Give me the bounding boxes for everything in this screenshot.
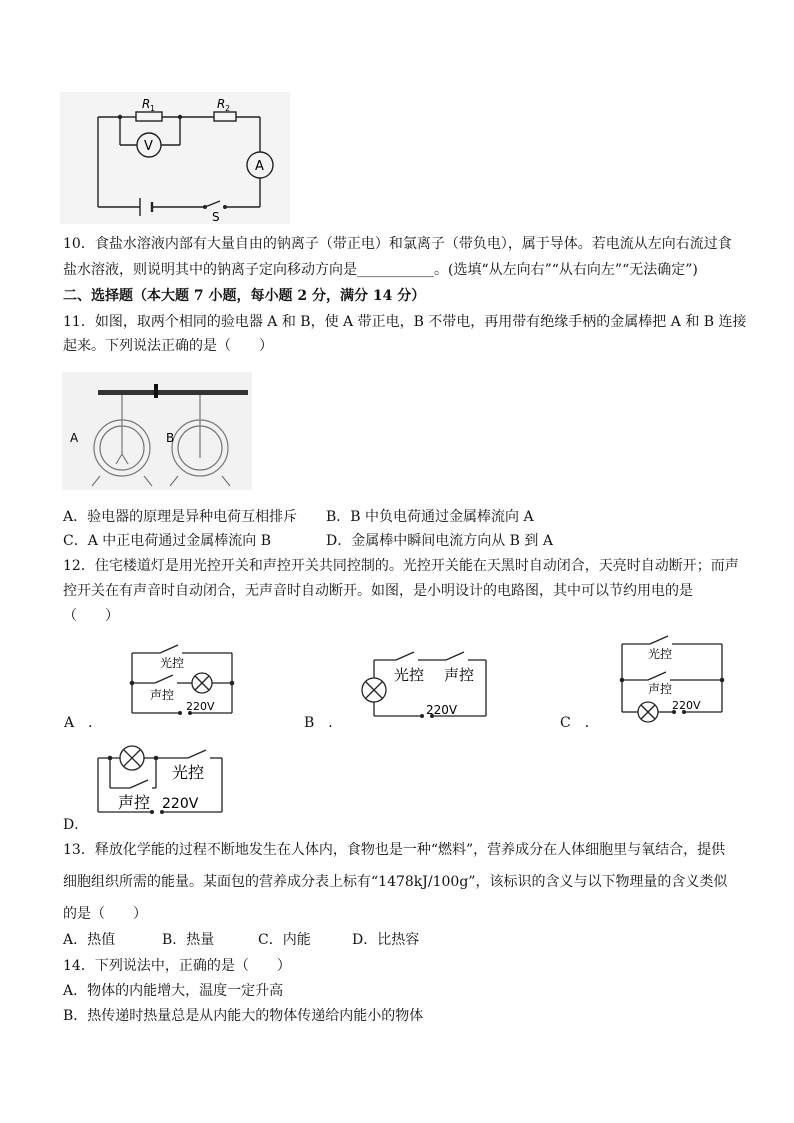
q13-option-b: B．热量 bbox=[162, 932, 215, 948]
q12-circuit-b bbox=[360, 646, 492, 724]
voltage-label: 220V bbox=[162, 796, 199, 812]
electroscope-a-label: A bbox=[70, 431, 79, 445]
light-switch-label: 光控 bbox=[394, 666, 425, 684]
q12-option-c: C ． bbox=[560, 715, 599, 731]
q13-option-d: D．比热容 bbox=[352, 932, 420, 948]
q14-option-b: B．热传递时热量总是从内能大的物体传递给内能小的物体 bbox=[63, 1008, 424, 1024]
section-2-heading: 二、选择题（本大题 7 小题，每小题 2 分，满分 14 分） bbox=[63, 288, 426, 304]
ammeter-symbol: A bbox=[255, 159, 264, 174]
q13-line-3: 的是（ ） bbox=[63, 906, 147, 922]
light-switch-label: 光控 bbox=[160, 656, 185, 670]
q12-circuit-d bbox=[92, 738, 228, 818]
q11-line-2: 起来。下列说法正确的是（ ） bbox=[63, 338, 273, 354]
q12-option-d: D． bbox=[63, 817, 89, 833]
voltmeter-symbol: V bbox=[144, 139, 153, 154]
q12-line-3: （ ） bbox=[63, 608, 119, 624]
light-switch-label: 光控 bbox=[648, 647, 673, 661]
q10-line-1: 10．食盐水溶液内部有大量自由的钠离子（带正电）和氯离子（带负电），属于导体。若电流从左向右流过食 bbox=[63, 236, 732, 252]
q10-line-2: 盐水溶液，则说明其中的钠离子定向移动方向是___________。(选填“从左向右”“从右向左”“无法确定”) bbox=[63, 262, 698, 278]
r1-subscript: 1 bbox=[150, 104, 156, 113]
q14-option-a: A．物体的内能增大，温度一定升高 bbox=[63, 983, 284, 999]
q13-option-a: A．热值 bbox=[63, 932, 116, 948]
r1-label: R bbox=[142, 97, 151, 111]
q13-option-c: C．内能 bbox=[258, 932, 311, 948]
voltage-label: 220V bbox=[426, 703, 458, 717]
q11-line-1: 11．如图，取两个相同的验电器 A 和 B，使 A 带正电，B 不带电，再用带有绝缘手柄的金属棒把 A 和 B 连接 bbox=[63, 314, 747, 330]
q11-option-a: A．验电器的原理是异种电荷互相排斥 bbox=[63, 509, 298, 525]
q13-line-1: 13．释放化学能的过程不断地发生在人体内，食物也是一种“燃料”，营养成分在人体细胞里与氧结合，提供 bbox=[63, 842, 726, 858]
electroscope-figure bbox=[62, 372, 252, 490]
q12-line-1: 12．住宅楼道灯是用光控开关和声控开关共同控制的。光控开关能在天黑时自动闭合，天亮时自动断开；而声 bbox=[63, 558, 739, 574]
q12-line-2: 控开关在有声音时自动闭合，无声音时自动断开。如图，是小明设计的电路图，其中可以节约用电的是 bbox=[63, 583, 693, 599]
q14-line-1: 14．下列说法中，正确的是（ ） bbox=[63, 958, 291, 974]
switch-label: S bbox=[212, 210, 220, 224]
sound-switch-label: 声控 bbox=[150, 688, 175, 702]
sound-switch-label: 声控 bbox=[444, 666, 475, 684]
q11-option-b: B．B 中负电荷通过金属棒流向 A bbox=[326, 509, 534, 525]
electroscope-b-label: B bbox=[166, 431, 175, 445]
r2-label: R bbox=[217, 97, 226, 111]
q12-circuit-c bbox=[614, 632, 728, 724]
q11-option-c: C．A 中正电荷通过金属棒流向 B bbox=[63, 533, 272, 549]
q11-option-d: D．金属棒中瞬间电流方向从 B 到 A bbox=[326, 533, 553, 549]
q12-option-b: B ． bbox=[304, 715, 343, 731]
sound-switch-label: 声控 bbox=[648, 682, 673, 696]
voltage-label: 220V bbox=[186, 700, 215, 713]
sound-switch-label: 声控 bbox=[118, 793, 151, 812]
q13-line-2: 细胞组织所需的能量。某面包的营养成分表上标有“1478kJ/100g”，该标识的含义与以下物理量的含义类似 bbox=[63, 874, 728, 890]
r2-subscript: 2 bbox=[225, 104, 231, 113]
light-switch-label: 光控 bbox=[172, 763, 205, 782]
q12-circuit-a bbox=[120, 632, 240, 724]
circuit-figure-q9 bbox=[60, 92, 290, 224]
q12-option-a: A ． bbox=[64, 715, 103, 731]
voltage-label: 220V bbox=[672, 699, 701, 712]
